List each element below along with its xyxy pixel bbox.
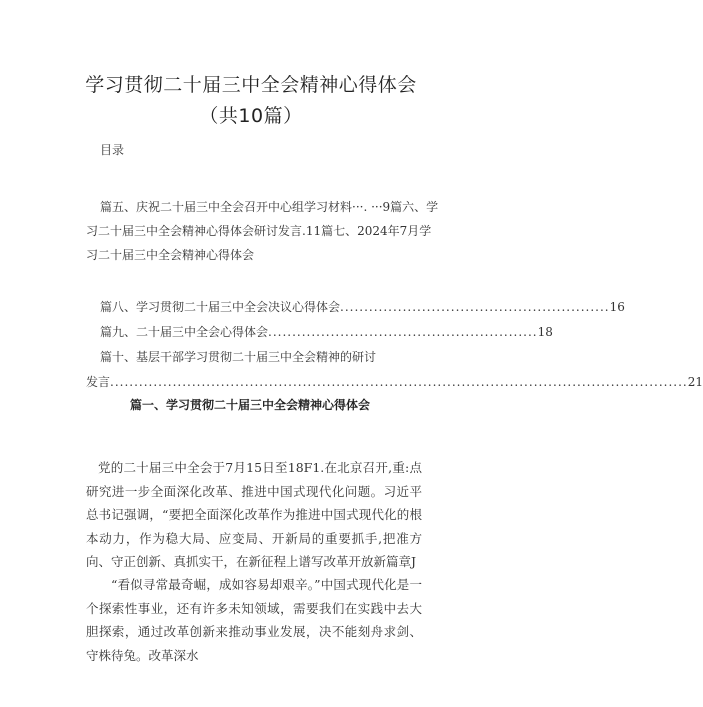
toc-entry-10-continuation[interactable] <box>86 370 703 395</box>
toc-leader-dots: ........................................................ <box>340 300 610 314</box>
toc-leader-dots: ........................................................ <box>268 325 538 339</box>
toc-label: 目录 <box>100 143 125 157</box>
toc-entry-page: 16 <box>609 300 625 314</box>
toc-runon-line: 习二十届三中全会精神心得体会 <box>86 248 255 262</box>
body-paragraph: “看似寻常最奇崛，成如容易却艰辛。”中国式现代化是一个探索性事业，还有许多未知领域，需要我们在实践中去大胆探索，通过改革创新来推动事业发展，决不能刻舟求剑、守株待兔。改革深水 <box>86 577 422 663</box>
toc-entry-page: 18 <box>537 325 553 339</box>
body-paragraph: 党的二十届三中全会于7月15日至18F1.在北京召开,重:点研究进一步全面深化改革、推进中国式现代化问题。习近平总书记强调，“要把全面深化改革作为推进中国式现代化的根本动力，作为稳大局、应变局、开新局的重要抓手,把准方向、守正创新、真抓实干，在新征程上谱写改革开放新篇章J <box>86 460 422 569</box>
toc-runon-line: 习二十届三中全会精神心得体会研讨发言.11篇七、2024年7月学 <box>86 224 432 238</box>
toc-entry-label: 发言 <box>86 375 111 389</box>
section-heading: 篇一、学习贯彻二十届三中全会精神心得体会 <box>129 398 370 412</box>
toc-entry-8[interactable] <box>100 295 625 320</box>
toc-entry-label: 篇八、学习贯彻二十届三中全会决议心得体会 <box>100 300 341 314</box>
toc-leader-dots: ........................................................................................................................ <box>110 375 688 389</box>
toc-entry-page: 21 <box>687 375 703 389</box>
toc-entry-9[interactable] <box>100 320 553 345</box>
toc-entry-10-label[interactable]: 篇十、基层干部学习贯彻二十届三中全会精神的研讨 <box>100 350 377 364</box>
document-title: 学习贯彻二十届三中全会精神心得体会（共10篇） <box>85 74 417 127</box>
toc-runon-line: 篇五、庆祝二十届三中全会召开中心组学习材料···. ···9篇六、学 <box>100 200 439 214</box>
toc-entry-label: 篇九、二十届三中全会心得体会 <box>100 325 269 339</box>
